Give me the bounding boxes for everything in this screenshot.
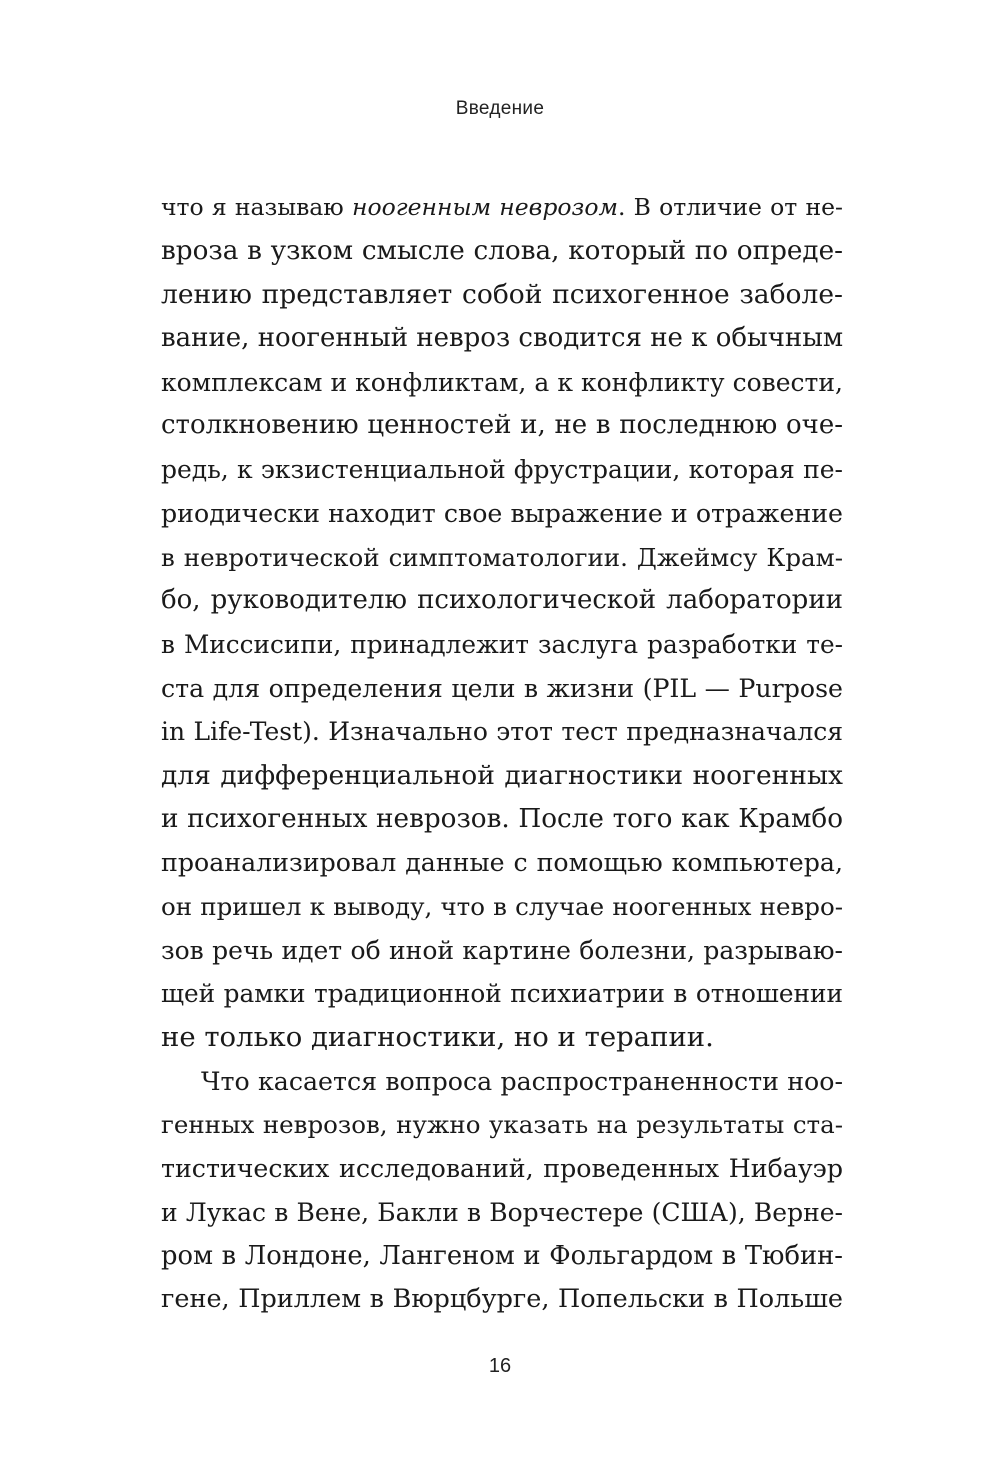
paragraph-2: [161, 1060, 843, 1322]
text-line: бо, руководителю психологической лаборатории: [161, 585, 843, 616]
body-text: [161, 186, 843, 1322]
text-line: зов речь идет об иной картине болезни, разрываю-: [161, 935, 843, 965]
text-line: он пришел к выводу, что в случае ноогенных невро-: [161, 892, 843, 921]
text-line: Что касается вопроса распространенности ноо-: [201, 1066, 843, 1096]
text-line: комплексам и конфликтам, а к конфликту совести,: [161, 367, 843, 397]
italic-term: ноогенным неврозом: [351, 193, 618, 221]
text-line: in Life-Test). Изначально этот тест предназначался: [161, 717, 843, 747]
text-line: тистических исследований, проведенных Нибауэр: [161, 1154, 843, 1184]
page-number: 16: [488, 1355, 512, 1377]
text-line: вроза в узком смысле слова, который по опреде-: [161, 235, 843, 266]
text-line: ром в Лондоне, Лангеном и Фольгардом в Тюбин-: [161, 1240, 843, 1271]
text-line: лению представляет собой психогенное заболе-: [161, 279, 843, 311]
text-line: щей рамки традиционной психиатрии в отношении: [161, 979, 843, 1009]
text-line: проанализировал данные с помощью компьютера,: [161, 848, 843, 878]
text-line: в Миссисипи, принадлежит заслуга разработки те-: [161, 629, 843, 659]
text-line: не только диагностики, но и терапии.: [161, 1021, 714, 1054]
text-line: риодически находит свое выражение и отражение: [161, 498, 843, 528]
running-head: Введение: [455, 98, 545, 119]
text-line: гене, Приллем в Вюрцбурге, Попельски в Польше: [161, 1284, 843, 1315]
text-line: и Лукас в Вене, Бакли в Ворчестере (США), Верне-: [161, 1197, 843, 1227]
text-line: генных неврозов, нужно указать на результаты ста-: [161, 1110, 843, 1140]
text-line: для дифференциальной диагностики ноогенных: [161, 759, 843, 791]
text-run: . В отличие от не-: [618, 193, 843, 221]
text-line: [161, 186, 843, 230]
text-line: редь, к экзистенциальной фрустрации, которая пе-: [161, 455, 843, 485]
text-line: в невротической симптоматологии. Джеймсу Крам-: [161, 542, 843, 572]
text-line: ста для определения цели в жизни (PIL — Purpose: [161, 673, 843, 703]
text-line: и психогенных неврозов. После того как Крамбо: [161, 803, 843, 834]
text-run: что я называю: [161, 193, 352, 221]
text-line: столкновению ценностей и, не в последнюю оче-: [161, 410, 843, 441]
paragraph-1: [161, 186, 843, 1060]
text-line: вание, ноогенный невроз сводится не к обычным: [161, 323, 844, 354]
